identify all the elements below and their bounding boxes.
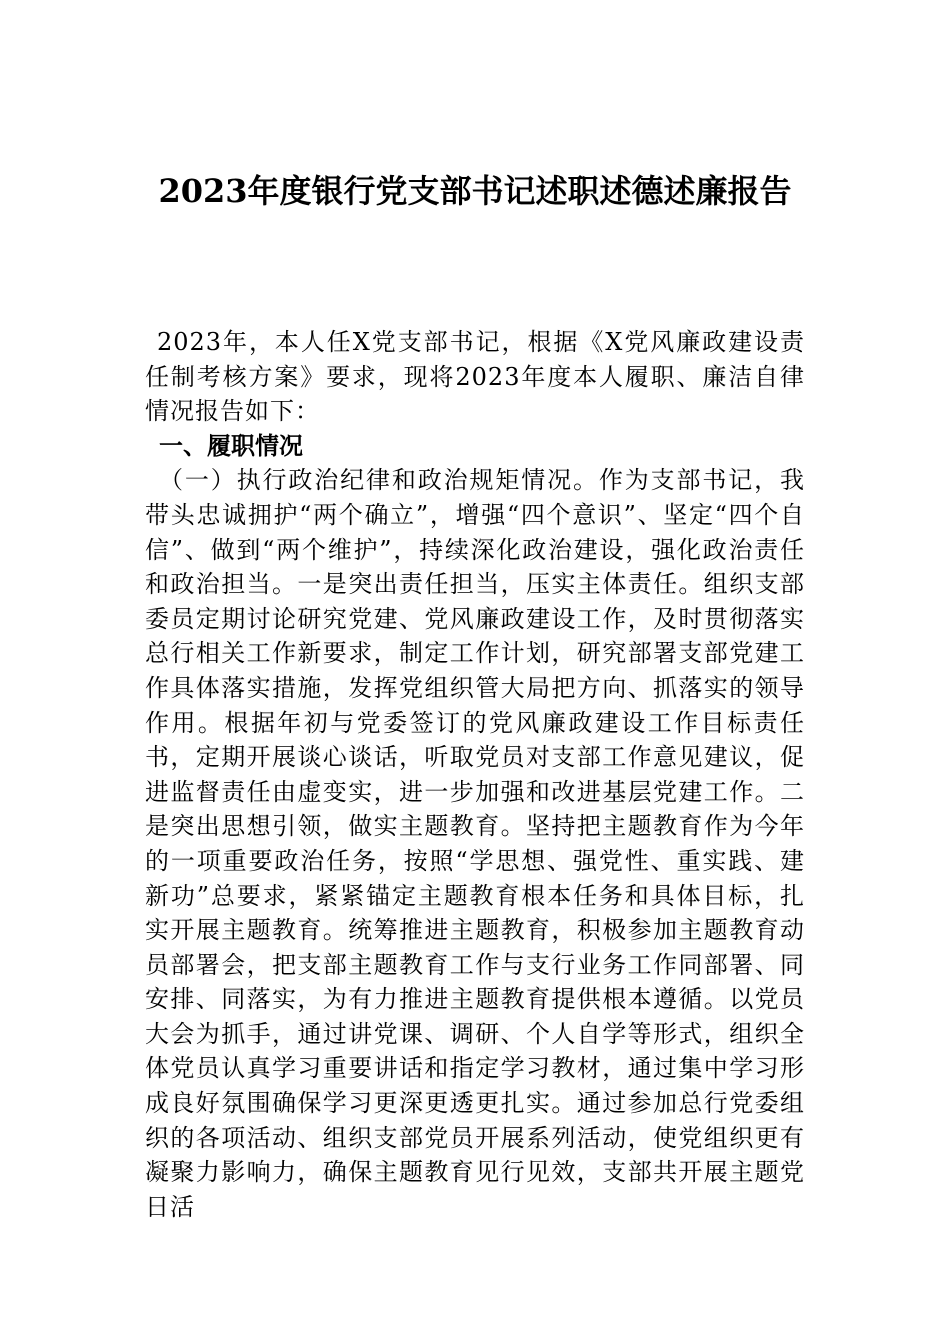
document-body: [145, 325, 805, 1224]
document-title: 2023年度银行党支部书记述职述德述廉报告: [158, 172, 792, 210]
section-heading-performance: 一、履职情况: [159, 431, 303, 460]
body-paragraph: （一）执行政治纪律和政治规矩情况。作为支部书记，我带头忠诚拥护“两个确立”，增强“四个意识”、坚定“四个自信”、做到“两个维护”，持续深化政治建设，强化政治责任和政治担当。一是突出责任担当，压实主体责任。组织支部委员定期讨论研究党建、党风廉政建设工作，及时贯彻落实总行相关工作新要求，制定工作计划，研究部署支部党建工作具体落实措施，发挥党组织管大局把方向、抓落实的领导作用。根据年初与党委签订的党风廉政建设工作目标责任书，定期开展谈心谈话，听取党员对支部工作意见建议，促进监督责任由虚变实，进一步加强和改进基层党建工作。二是突出思想引领，做实主题教育。坚持把主题教育作为今年的一项重要政治任务，按照“学思想、强党性、重实践、建新功”总要求，紧紧锚定主题教育根本任务和具体目标，扎实开展主题教育。统筹推进主题教育，积极参加主题教育动员部署会，把支部主题教育工作与支行业务工作同部署、同安排、同落实，为有力推进主题教育提供根本遵循。以党员大会为抓手，通过讲党课、调研、个人自学等形式，组织全体党员认真学习重要讲话和指定学习教材，通过集中学习形成良好氛围确保学习更深更透更扎实。通过参加总行党委组织的各项活动、组织支部党员开展系列活动，使党组织更有凝聚力影响力，确保主题教育见行见效，支部共开展主题党日活: [145, 466, 805, 1221]
intro-paragraph: 2023年，本人任X党支部书记，根据《X党风廉政建设责任制考核方案》要求，现将2023年度本人履职、廉洁自律情况报告如下：: [145, 328, 805, 426]
